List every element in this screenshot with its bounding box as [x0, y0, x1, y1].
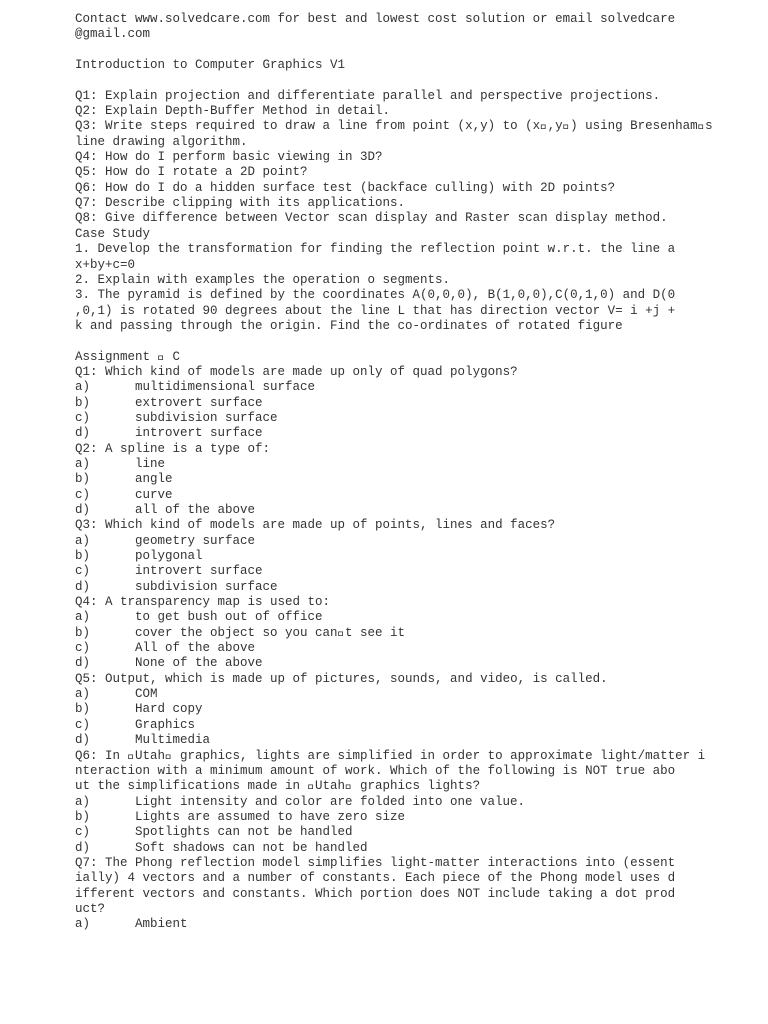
answer-option: [75, 641, 715, 656]
option-letter: b): [75, 625, 91, 640]
answer-option: [75, 549, 715, 564]
assignment-question: Q4: A transparency map is used to:: [75, 595, 331, 610]
answer-option: [75, 795, 715, 810]
question-line: 3. The pyramid is defined by the coordinates A(0,0,0), B(1,0,0),C(0,1,0) and D(0: [75, 288, 676, 303]
question-line: Q5: How do I rotate a 2D point?: [75, 165, 308, 180]
answer-option: [75, 810, 715, 825]
assignment-question: Q3: Which kind of models are made up of points, lines and faces?: [75, 518, 556, 533]
option-letter: d): [75, 503, 91, 517]
option-letter: c): [75, 410, 91, 425]
answer-option: [75, 626, 715, 641]
assignment-question: nteraction with a minimum amount of work. Which of the following is NOT true abo: [75, 763, 676, 778]
assignment-question: Q5: Output, which is made up of pictures, sounds, and video, is called.: [75, 671, 608, 686]
option-letter: b): [75, 395, 91, 410]
option-text: subdivision surface: [135, 579, 278, 594]
option-text: Light intensity and color are folded into one value.: [135, 794, 526, 809]
option-letter: d): [75, 579, 91, 594]
blank-line: [75, 73, 715, 88]
answer-option: [75, 534, 715, 549]
answer-option: [75, 580, 715, 595]
question-line: line drawing algorithm.: [75, 134, 248, 149]
answer-option: [75, 718, 715, 733]
option-letter: a): [75, 794, 91, 809]
option-text: Graphics: [135, 717, 196, 732]
answer-option: [75, 426, 715, 441]
assignment-question: uct?: [75, 901, 106, 916]
assignment-question: Q2: A spline is a type of:: [75, 441, 271, 456]
blank-line: [75, 43, 715, 58]
option-text: All of the above: [135, 641, 256, 656]
option-text: multidimensional surface: [135, 380, 316, 395]
option-letter: a): [75, 380, 91, 395]
option-letter: b): [75, 702, 91, 717]
answer-option: [75, 610, 715, 625]
option-text: to get bush out of office: [135, 610, 323, 625]
option-text: all of the above: [135, 503, 256, 517]
option-letter: c): [75, 641, 91, 656]
option-letter: a): [75, 917, 91, 932]
answer-option: [75, 503, 715, 518]
question-line: Q4: How do I perform basic viewing in 3D?: [75, 150, 383, 165]
option-text: Lights are assumed to have zero size: [135, 809, 406, 824]
option-text: line: [135, 456, 166, 471]
question-line: x+by+c=0: [75, 257, 136, 272]
option-letter: a): [75, 533, 91, 548]
option-letter: c): [75, 825, 91, 840]
option-text: cover the object so you can t see it: [135, 625, 406, 640]
answer-option: [75, 917, 715, 932]
option-text: Spotlights can not be handled: [135, 825, 353, 840]
option-text: curve: [135, 487, 173, 502]
question-line: Q8: Give difference between Vector scan display and Raster scan display method.: [75, 211, 668, 226]
question-list: [75, 89, 715, 335]
option-text: None of the above: [135, 656, 263, 671]
question-line: ,0,1) is rotated 90 degrees about the line L that has direction vector V= i +j +: [75, 303, 676, 318]
option-text: extrovert surface: [135, 395, 263, 410]
question-line: 1. Develop the transformation for finding the reflection point w.r.t. the line a: [75, 242, 676, 257]
assignment-question: ut the simplifications made in Utah graphics lights?: [75, 779, 481, 794]
option-letter: d): [75, 733, 91, 748]
option-text: Hard copy: [135, 702, 203, 717]
option-letter: b): [75, 549, 91, 564]
option-text: polygonal: [135, 549, 203, 564]
option-text: Soft shadows can not be handled: [135, 840, 368, 855]
answer-option: [75, 733, 715, 748]
assignment-question: ially) 4 vectors and a number of constants. Each piece of the Phong model uses d: [75, 871, 676, 886]
answer-option: [75, 702, 715, 717]
assignment-heading: Assignment C: [75, 349, 181, 364]
option-letter: b): [75, 472, 91, 487]
question-line: Q6: How do I do a hidden surface test (backface culling) with 2D points?: [75, 180, 616, 195]
answer-option: [75, 457, 715, 472]
question-line: Q7: Describe clipping with its applications.: [75, 196, 406, 211]
option-letter: a): [75, 687, 91, 702]
question-line: Case Study: [75, 226, 151, 241]
answer-option: [75, 411, 715, 426]
option-text: introvert surface: [135, 426, 263, 441]
question-line: Q2: Explain Depth-Buffer Method in detail.: [75, 104, 391, 119]
contact-line: @gmail.com: [75, 27, 151, 42]
answer-option: [75, 396, 715, 411]
question-line: Q3: Write steps required to draw a line from point (x,y) to (x ,y ) using Bresenham s: [75, 119, 713, 134]
question-line: Q1: Explain projection and differentiate parallel and perspective projections.: [75, 88, 661, 103]
assignment-list: [75, 365, 715, 933]
answer-option: [75, 472, 715, 487]
contact-line: Contact www.solvedcare.com for best and lowest cost solution or email solvedcare: [75, 12, 676, 26]
option-text: Ambient: [135, 917, 188, 932]
option-letter: c): [75, 564, 91, 579]
option-text: subdivision surface: [135, 410, 278, 425]
answer-option: [75, 841, 715, 856]
option-text: angle: [135, 472, 173, 487]
assignment-question: ifferent vectors and constants. Which portion does NOT include taking a dot prod: [75, 886, 676, 901]
option-letter: d): [75, 656, 91, 671]
assignment-question: Q7: The Phong reflection model simplifies light-matter interactions into (essent: [75, 855, 676, 870]
answer-option: [75, 825, 715, 840]
option-letter: d): [75, 426, 91, 441]
question-line: k and passing through the origin. Find the co-ordinates of rotated figure: [75, 318, 623, 333]
assignment-question: Q1: Which kind of models are made up only of quad polygons?: [75, 364, 518, 379]
assignment-question: Q6: In Utah graphics, lights are simplified in order to approximate light/matter i: [75, 748, 706, 763]
option-letter: a): [75, 456, 91, 471]
option-text: introvert surface: [135, 564, 263, 579]
option-text: geometry surface: [135, 533, 256, 548]
answer-option: [75, 380, 715, 395]
blank-line: [75, 334, 715, 349]
answer-option: [75, 687, 715, 702]
option-letter: d): [75, 840, 91, 855]
option-letter: c): [75, 487, 91, 502]
answer-option: [75, 656, 715, 671]
document-page: [75, 12, 715, 933]
question-line: 2. Explain with examples the operation o segments.: [75, 272, 451, 287]
answer-option: [75, 488, 715, 503]
option-letter: c): [75, 717, 91, 732]
option-letter: a): [75, 610, 91, 625]
option-letter: b): [75, 809, 91, 824]
document-title: Introduction to Computer Graphics V1: [75, 58, 346, 73]
option-text: Multimedia: [135, 733, 211, 748]
answer-option: [75, 564, 715, 579]
option-text: COM: [135, 687, 158, 702]
